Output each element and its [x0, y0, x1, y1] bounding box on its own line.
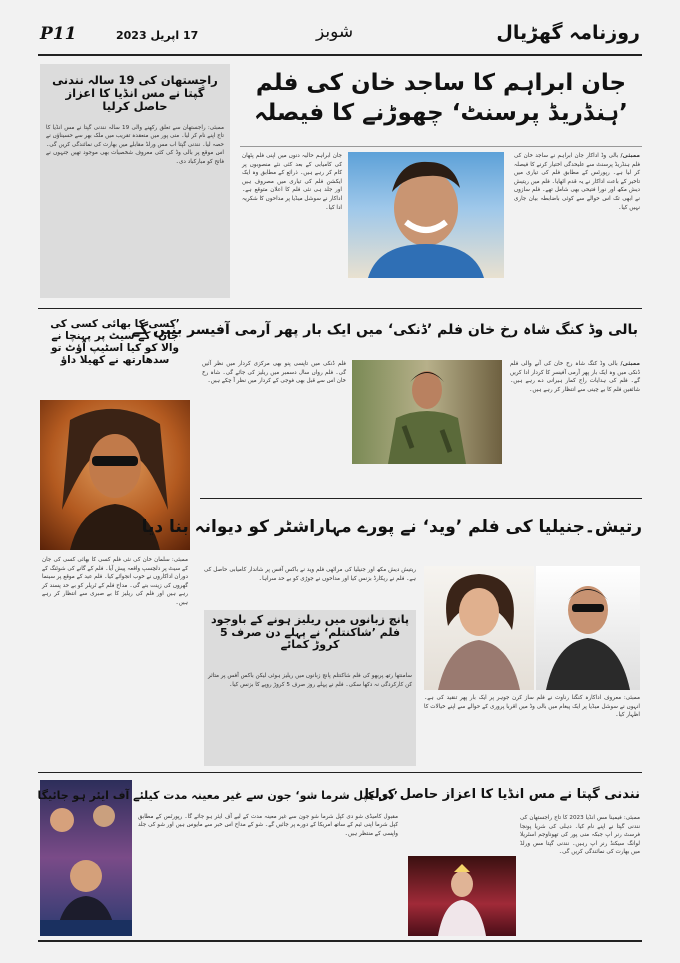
srk-body-right-text: بالی وڈ کنگ شاہ رخ خان کی آنے والی فلم ڈنکی میں وہ ایک بار پھر آرمی آفیسر کا کردار ادا کریں گے۔ فلم کی ہدایات راج کمار ہیرانی دے رہے ہیں۔ شائقین فلم کا بے چینی سے انتظار کر رہے ہیں۔ [510, 361, 640, 393]
shakuntalam-headline: پانچ زبانوں میں ریلیز ہونے کے باوجود فلم ’شاکنتلم‘ نے پہلے دن صرف 5 کروڑ کمائے [210, 613, 410, 652]
masthead-rule [38, 54, 642, 56]
footer-rule [38, 940, 642, 942]
shakuntalam-story [204, 610, 416, 766]
kapil-story [37, 780, 400, 936]
nandini-story [364, 780, 642, 936]
shakuntalam-body: سامنتھا رتھ پربھو کی فلم شاکنتلم پانچ زبانوں میں ریلیز ہوئی لیکن باکس آفس پر متاثر کن کارکردگی نہ دکھا سکی۔ فلم نے پہلے روز صرف 5 کروڑ روپے کا بزنس کیا۔ [208, 673, 412, 688]
kisi-ka-bhai-body: ممبئی: سلمان خان کی نئی فلم کسی کا بھائی کسی کی جان کے سیٹ پر دلچسپ واقعہ پیش آیا۔ فلم کے گانے کی شوٹنگ کے دوران اداکاروں نے خوب انجوائے کیا۔ فلم عید کے موقع پر سینما گھروں کی زینت بنے گی۔ مداح فلم کے ٹریلر کو بے حد پسند کر رہے ہیں اور فلم کی ریلیز کا بے صبری سے انتظار کر رہے ہیں۔ [42, 557, 188, 606]
kangana-body: ممبئی: معروف اداکارہ کنگنا رناوت نے فلم ساز کرن جوہر پر ایک بار پھر تنقید کی ہے۔ انہوں نے سوشل میڈیا پر ایک پیغام میں بالی وڈ میں اقربا پروری کے حوالے سے اپنے خیالات کا اظہار کیا۔ [424, 695, 640, 719]
lead-headline-line1: جان ابراہم کا ساجد خان کی فلم [255, 70, 627, 96]
rajasthan-headline: راجستھان کی 19 سالہ نندنی گپتا نے مس انڈیا کا اعزاز حاصل کرلیا [52, 73, 218, 114]
rajasthan-story [40, 64, 230, 298]
john-abraham-photo [348, 152, 504, 278]
kapil-body: مقبول کامیڈی شو دی کپل شرما شو جون سے غیر معینہ مدت کے لیے آف ایئر ہو جائے گا۔ رپورٹس کے مطابق کپل شرما اپنی ٹیم کے ساتھ امریکا کے دورے پر جائیں گے۔ شو کے مداح اس خبر سے مایوس ہیں اور شو کی جلد واپسی کے منتظر ہیں۔ [138, 813, 398, 837]
row1-rule [38, 308, 642, 309]
srk-headline: بالی وڈ کنگ شاہ رخ خان فلم ’ڈنکی‘ میں ایک بار پھر آرمی آفیسر بنیں گے [131, 322, 638, 338]
row3-rule [38, 772, 642, 773]
riteish-headline: رتیش۔جنیلیا کی فلم ’وید‘ نے پورے مہاراشٹر کو دیوانہ بنا دیا [141, 517, 642, 537]
srk-byline: ممبئی/ [620, 361, 640, 367]
karan-johar-photo [536, 566, 640, 690]
kapil-sharma-photo [40, 780, 132, 936]
srk-body-right [510, 360, 640, 488]
kisi-ka-bhai-headline: ’کسی کا بھائی کسی کی جان‘ کے سیٹ پر پہنچا نے والا کو کیا اسٹیپ آؤٹ تو سدھارتھ نے کھیلا داؤ [50, 318, 180, 367]
nandini-headline: نندنی گپتا نے مس انڈیا کا اعزاز حاصل کرلیا [364, 787, 640, 802]
srk-body-left: فلم ڈنکی میں تاپسی پنو بھی مرکزی کردار میں نظر آئیں گی۔ فلم رواں سال دسمبر میں ریلیز کی جائے گی۔ شاہ رخ خان اس سے قبل بھی فوجی کے کردار میں نظر آ چکے ہیں۔ [202, 361, 346, 385]
issue-date: 17 اپریل 2023 [116, 29, 199, 42]
lead-rule [240, 146, 642, 147]
lead-body-left: جان ابراہم حالیہ دنوں میں اپنی فلم پٹھان کی کامیابی کے بعد کئی نئے منصوبوں پر کام کر رہے ہیں۔ ذرائع کے مطابق وہ ایک ایکشن فلم کی تیاری میں مصروف ہیں اور جلد ہی نئی فلم کا اعلان متوقع ہے۔ اداکار نے سوشل میڈیا پر مداحوں کا شکریہ ادا کیا۔ [242, 153, 342, 211]
paper-name: روزنامہ گھڑیال [496, 22, 640, 44]
srk-army-photo [352, 360, 502, 464]
row2-rule [200, 498, 642, 499]
riteish-body: ریتیش دیش مکھ اور جنیلیا کی مراٹھی فلم وید نے باکس آفس پر شاندار کامیابی حاصل کی ہے۔ فلم نے ریکارڈ بزنس کیا اور مداحوں نے جوڑی کو بے حد سراہا۔ [204, 567, 416, 582]
srk-story [131, 314, 642, 494]
lead-headline-line2: ’ہنڈریڈ پرسنٹ‘ چھوڑنے کا فیصلہ [254, 100, 628, 127]
kapil-headline: ’دی کپل شرما شو‘ جون سے غیر معینہ مدت کیلئے آف ایئر ہو جائیگا [37, 789, 398, 802]
lead-body-right-text: بالی وڈ اداکار جان ابراہم نے ساجد خان کی فلم ہنڈریڈ پرسنٹ سے علیحدگی اختیار کرنے کا فیصلہ کر لیا ہے۔ رپورٹس کے مطابق فلم کی تیاری میں تاخیر کے باعث اداکار نے یہ قدم اٹھایا۔ فلم میں ریتیش دیش مکھ اور نورا فتیحی بھی شامل تھے۔ فلم سازوں نے ابھی تک اس حوالے سے کوئی باضابطہ بیان جاری نہیں کیا۔ [514, 153, 640, 211]
lead-byline: ممبئی/ [620, 153, 640, 159]
nandini-body: ممبئی: فیمینا مس انڈیا 2023 کا تاج راجستھان کی نندنی گپتا نے اپنے نام کیا۔ دہلی کی شریا پونجا فرسٹ رنر اپ جبکہ منی پور کی تھوناوجم اسٹریلا لوانگ سیکنڈ رنر اپ رہیں۔ نندنی گپتا مس ورلڈ میں بھارت کی نمائندگی کریں گی۔ [520, 815, 640, 856]
riteish-story [141, 502, 642, 562]
masthead [38, 20, 642, 54]
lead-body-right [514, 152, 640, 298]
lead-story [240, 64, 642, 304]
page-number: P11 [40, 24, 77, 44]
kisi-ka-bhai-story [40, 314, 190, 770]
nandini-gupta-photo [408, 856, 516, 936]
rajasthan-body: ممبئی: راجستھان سے تعلق رکھنے والی 19 سالہ نندنی گپتا نے مس انڈیا کا تاج اپنے نام کر لیا۔ منی پور میں منعقدہ تقریب میں ملک بھر سے حسیناؤں نے حصہ لیا۔ نندنی گپتا اب مس ورلڈ مقابلے میں بھارت کی نمائندگی کریں گی۔ اس موقع پر بالی وڈ کی کئی معروف شخصیات بھی موجود تھیں جنہوں نے فاتح کو مبارکباد دی۔ [45, 124, 224, 166]
section-title: شوبز [316, 22, 354, 42]
kangana-photo [424, 566, 534, 690]
